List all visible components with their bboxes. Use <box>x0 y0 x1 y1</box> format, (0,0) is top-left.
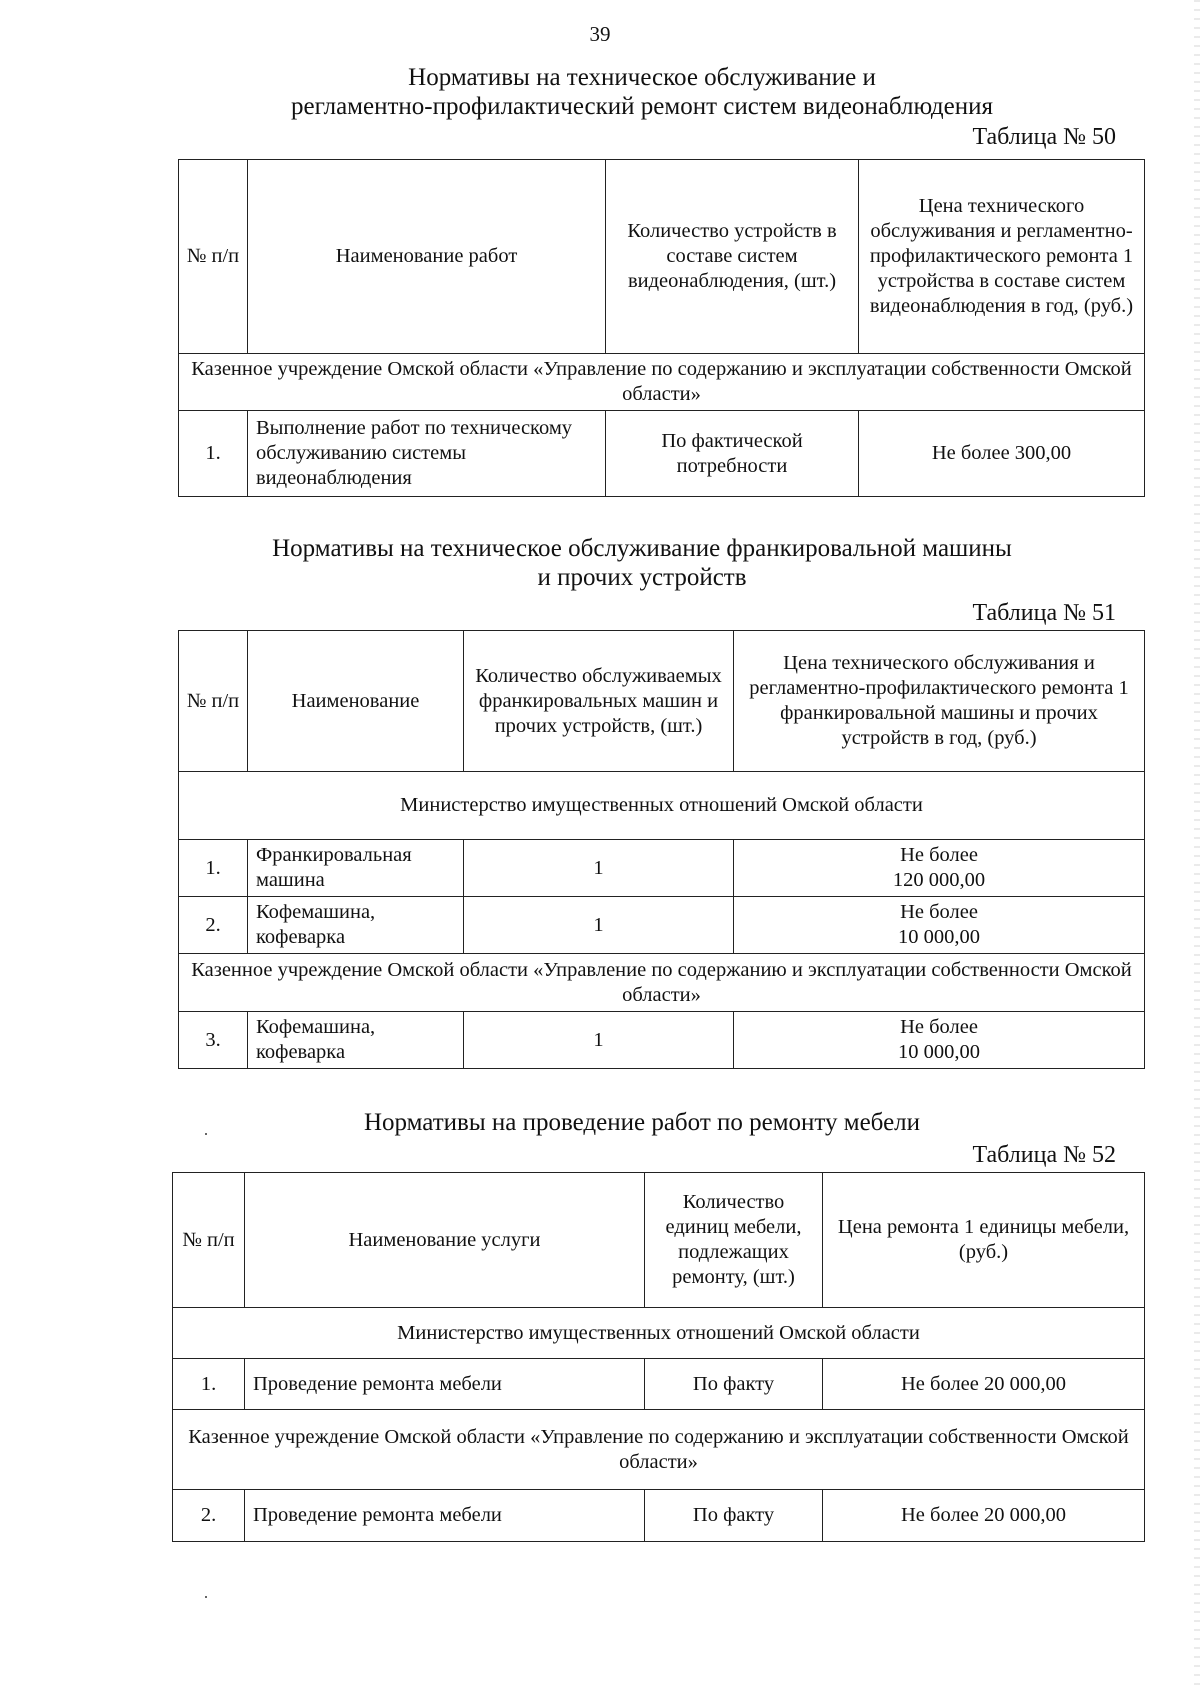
table52-row2-name: Проведение ремонта мебели <box>245 1490 645 1542</box>
table52-header-price: Цена ремонта 1 единицы мебели, (руб.) <box>823 1173 1145 1308</box>
table52-header-qty: Количество единиц мебели, подлежащих ремонту, (шт.) <box>645 1173 823 1308</box>
table50-header-row <box>179 160 1145 354</box>
table52-row1-price: Не более 20 000,00 <box>823 1359 1145 1410</box>
table51-row1-num: 1. <box>179 840 248 897</box>
table51-title-line2: и прочих устройств <box>537 564 747 591</box>
table50-header-qty: Количество устройств в составе систем видеонаблюдения, (шт.) <box>606 160 859 354</box>
table52-header-row <box>173 1173 1145 1308</box>
table52-group-1: Министерство имущественных отношений Омской области <box>173 1308 1145 1359</box>
table52-header-name: Наименование услуги <box>245 1173 645 1308</box>
table50-row1-qty: По фактической потребности <box>606 411 859 497</box>
table50-header-price: Цена технического обслуживания и регламентно-профилактического ремонта 1 устройства в составе систем видеонаблюдения в год, (руб.) <box>859 160 1145 354</box>
table51-group-row-1 <box>179 772 1145 840</box>
table52-title: Нормативы на проведение работ по ремонту мебели <box>363 1109 921 1136</box>
table51-group-row-2 <box>179 954 1145 1012</box>
table52-group-row-1 <box>173 1308 1145 1359</box>
table52-label: Таблица № 52 <box>972 1142 1116 1168</box>
table52-group-2: Казенное учреждение Омской области «Управление по содержанию и эксплуатации собственности Омской области» <box>173 1410 1145 1490</box>
table-row <box>179 897 1145 954</box>
page-number: 39 <box>589 22 611 46</box>
table52-row2-qty: По факту <box>645 1490 823 1542</box>
table51-row2-num: 2. <box>179 897 248 954</box>
table51-header-qty: Количество обслуживаемых франкировальных машин и прочих устройств, (шт.) <box>464 631 734 772</box>
table51-row3-price-line2: 10 000,00 <box>898 1041 980 1063</box>
table52-header-num: № п/п <box>173 1173 245 1308</box>
table51-row3-num: 3. <box>179 1012 248 1069</box>
table-row <box>179 1012 1145 1069</box>
table51-row2-price <box>734 897 1145 954</box>
table50-group-1: Казенное учреждение Омской области «Управление по содержанию и эксплуатации собственности Омской области» <box>179 354 1145 411</box>
table51-group-1: Министерство имущественных отношений Омской области <box>179 772 1145 840</box>
table51-header-num: № п/п <box>179 631 248 772</box>
table50-row1-name: Выполнение работ по техническому обслуживанию системы видеонаблюдения <box>248 411 606 497</box>
table50-title-line1: Нормативы на техническое обслуживание и <box>408 64 876 91</box>
table50-header-name: Наименование работ <box>248 160 606 354</box>
table-row <box>173 1490 1145 1542</box>
table51-title <box>170 534 1114 592</box>
table50-title-line2: регламентно-профилактический ремонт систем видеонаблюдения <box>291 93 993 120</box>
table50-row1-num: 1. <box>179 411 248 497</box>
table52-row1-name: Проведение ремонта мебели <box>245 1359 645 1410</box>
table51-row1-price-line1: Не более <box>900 844 978 866</box>
table50-label: Таблица № 50 <box>972 124 1116 150</box>
table-row <box>179 411 1145 497</box>
table52-group-row-2 <box>173 1410 1145 1490</box>
table52-row1-qty: По факту <box>645 1359 823 1410</box>
table51-row2-price-line1: Не более <box>900 901 978 923</box>
table51-group-2: Казенное учреждение Омской области «Управление по содержанию и эксплуатации собственности Омской области» <box>179 954 1145 1012</box>
table51-row1-price <box>734 840 1145 897</box>
scan-edge-artifact <box>1194 0 1200 1686</box>
table51-row3-qty: 1 <box>464 1012 734 1069</box>
table52-row1-num: 1. <box>173 1359 245 1410</box>
table51-title-line1: Нормативы на техническое обслуживание франкировальной машины <box>272 535 1012 562</box>
scan-speck <box>205 1133 207 1135</box>
table50-row1-price: Не более 300,00 <box>859 411 1145 497</box>
table-row <box>179 840 1145 897</box>
table50-title <box>170 63 1114 121</box>
table51-row1-name: Франкировальная машина <box>248 840 464 897</box>
table50 <box>178 159 1145 497</box>
table51-row1-qty: 1 <box>464 840 734 897</box>
scan-speck <box>205 1596 207 1598</box>
table50-header-num: № п/п <box>179 160 248 354</box>
table-row <box>173 1359 1145 1410</box>
table51-header-row <box>179 631 1145 772</box>
table51 <box>178 630 1145 1069</box>
table50-group-row <box>179 354 1145 411</box>
table51-row3-price <box>734 1012 1145 1069</box>
table51-header-price: Цена технического обслуживания и регламентно-профилактического ремонта 1 франкировальной машины и прочих устройств в год, (руб.) <box>734 631 1145 772</box>
table51-label: Таблица № 51 <box>972 600 1116 626</box>
table51-row1-price-line2: 120 000,00 <box>892 869 986 891</box>
table52-row2-num: 2. <box>173 1490 245 1542</box>
table52-row2-price: Не более 20 000,00 <box>823 1490 1145 1542</box>
table51-header-name: Наименование <box>248 631 464 772</box>
table51-row2-qty: 1 <box>464 897 734 954</box>
table51-row3-price-line1: Не более <box>900 1016 978 1038</box>
table51-row2-price-line2: 10 000,00 <box>898 926 980 948</box>
table51-row2-name: Кофемашина, кофеварка <box>248 897 464 954</box>
table52 <box>172 1172 1145 1542</box>
table51-row3-name: Кофемашина, кофеварка <box>248 1012 464 1069</box>
